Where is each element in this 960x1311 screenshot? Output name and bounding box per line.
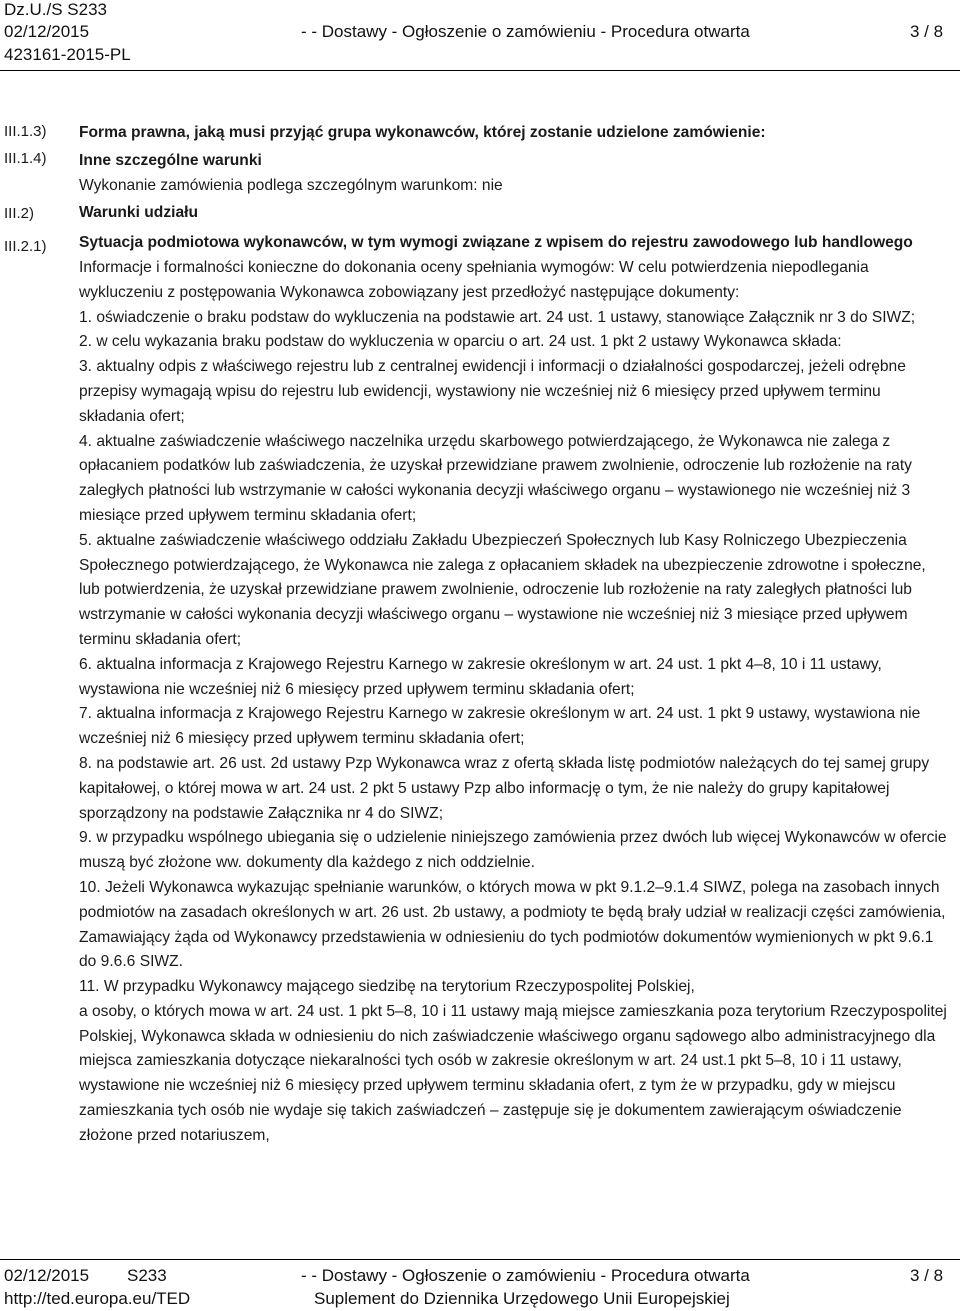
list-item: 2. w celu wykazania braku podstaw do wykluczenia w oparciu o art. 24 ust. 1 pkt 2 ustawy Wykonawca składa: xyxy=(79,333,842,351)
footer-divider xyxy=(0,1259,960,1260)
page-footer xyxy=(0,1262,960,1311)
list-item: 6. aktualna informacja z Krajowego Rejestru Karnego w zakresie określonym w art. 24 ust. 1 pkt 4–8, 10 i 11 ustawy, wystawiona nie wcześniej niż 6 miesięcy przed upływem terminu składania ofert; xyxy=(79,655,882,698)
section-number: III.1.3) xyxy=(4,123,47,140)
header-divider xyxy=(0,70,960,71)
section-heading: Inne szczególne warunki xyxy=(79,151,262,169)
notice-body xyxy=(79,121,949,1149)
ted-link[interactable]: http://ted.europa.eu/TED xyxy=(4,1289,191,1308)
section-number: III.2) xyxy=(4,205,35,222)
footer-supplement: Suplement do Dziennika Urzędowego Unii Europejskiej xyxy=(314,1289,730,1308)
list-item: a osoby, o których mowa w art. 24 ust. 1 pkt 5–8, 10 i 11 ustawy mają miejsce zamieszkania poza terytorium Rzeczypospolitej Polskiej, Wykonawca składa w odniesieniu do nich zaświadczenie właściwego organu sądowego albo administracyjnego dla miejsca zamieszkania dotyczące niekaralności tych osób w zakresie określonym w art. 24 ust.1 pkt 5–8, 10 i 11 ustawy, wystawione nie wcześniej niż 6 miesięcy przed upływem terminu składania ofert, z tym że w przypadku, gdy w miejscu zamieszkania tych osób nie wydaje się takich zaświadczeń – zastępuje się je dokumentem zawierającym oświadczenie złożone przed notariuszem, xyxy=(79,1002,947,1144)
notice-number: 423161-2015-PL xyxy=(4,45,131,64)
section-number: III.2.1) xyxy=(4,238,47,255)
section-number-column xyxy=(4,121,70,1231)
list-item: 8. na podstawie art. 26 ust. 2d ustawy Pzp Wykonawca wraz z ofertą składa listę podmiotów należących do tej samej grupy kapitałowej, o której mowa w art. 24 ust. 2 pkt 5 ustawy Pzp albo informację o tym, że nie należy do grupy kapitałowej sporządzony na podstawie Załącznika nr 4 do SIWZ; xyxy=(79,754,930,822)
journal-ref: Dz.U./S S233 xyxy=(4,0,107,19)
footer-date: 02/12/2015 xyxy=(4,1266,90,1285)
footer-page-number: 3 / 8 xyxy=(910,1266,944,1285)
header-date: 02/12/2015 xyxy=(4,22,90,41)
header-page-number: 3 / 8 xyxy=(910,22,944,41)
section-heading: Sytuacja podmiotowa wykonawców, w tym wymogi związane z wpisem do rejestru zawodowego lub handlowego xyxy=(79,234,913,252)
footer-issue: S233 xyxy=(127,1266,167,1285)
list-item: 3. aktualny odpis z właściwego rejestru lub z centralnej ewidencji i informacji o działalności gospodarczej, jeżeli odrębne przepisy wymagają wpisu do rejestru lub ewidencji, wystawiony nie wcześniej niż 6 miesięcy przed upływem terminu składania ofert; xyxy=(79,358,906,425)
requirements-intro: Informacje i formalności konieczne do dokonania oceny spełniania wymogów: W celu potwierdzenia niepodlegania wykluczeniu z postępowania Wykonawca zobowiązany jest przedłożyć następujące dokumenty: xyxy=(79,258,869,301)
page-header xyxy=(0,0,960,70)
list-item: 9. w przypadku wspólnego ubiegania się o udzielenie niniejszego zamówienia przez dwóch lub więcej Wykonawców w ofercie muszą być złożone ww. dokumenty dla każdego z nich oddzielnie. xyxy=(79,829,947,872)
header-title: - - Dostawy - Ogłoszenie o zamówieniu - Procedura otwarta xyxy=(301,22,750,41)
section-heading: Forma prawna, jaką musi przyjąć grupa wykonawców, której zostanie udzielone zamówienie: xyxy=(79,124,766,141)
section-number: III.1.4) xyxy=(4,150,47,167)
section-heading: Warunki udziału xyxy=(79,204,198,222)
list-item: 4. aktualne zaświadczenie właściwego naczelnika urzędu skarbowego potwierdzającego, że Wykonawca nie zalega z opłacaniem podatków lub zaświadczenia, że uzyskał przewidziane prawem zwolnienie, odroczenie lub rozłożenie na raty zaległych płatności lub wstrzymanie w całości wykonania decyzji właściwego organu – wystawionego nie wcześniej niż 3 miesiące przed upływem terminu składania ofert; xyxy=(79,432,912,524)
list-item: 11. W przypadku Wykonawcy mającego siedzibę na terytorium Rzeczypospolitej Polskiej, xyxy=(79,978,695,996)
list-item: 1. oświadczenie o braku podstaw do wykluczenia na podstawie art. 24 ust. 1 ustawy, stanowiące Załącznik nr 3 do SIWZ; xyxy=(79,308,916,326)
list-item: 5. aktualne zaświadczenie właściwego oddziału Zakładu Ubezpieczeń Społecznych lub Kasy Rolniczego Ubezpieczenia Społecznego potwierdzającego, że Wykonawca nie zalega z opłacaniem składek na ubezpieczenie zdrowotne i społeczne, lub potwierdzenia, że uzyskał przewidziane prawem zwolnienie, odroczenie lub rozłożenie na raty zaległych płatności lub wstrzymanie w całości wykonania decyzji właściwego organu – wystawione nie wcześniej niż 3 miesiące przed upływem terminu składania ofert; xyxy=(79,531,926,648)
list-item: 10. Jeżeli Wykonawca wykazując spełnianie warunków, o których mowa w pkt 9.1.2–9.1.4 SIWZ, polega na zasobach innych podmiotów na zasadach określonych w art. 26 ust. 2b ustawy, a podmioty te będą brały udział w realizacji części zamówienia, Zamawiający żąda od Wykonawcy przedstawienia w odniesieniu do tych podmiotów dokumentów wymienionych w pkt 9.6.1 do 9.6.6 SIWZ. xyxy=(79,878,946,971)
footer-title: - - Dostawy - Ogłoszenie o zamówieniu - Procedura otwarta xyxy=(301,1266,750,1285)
special-conditions-text: Wykonanie zamówienia podlega szczególnym warunkom: nie xyxy=(79,176,503,194)
list-item: 7. aktualna informacja z Krajowego Rejestru Karnego w zakresie określonym w art. 24 ust. 1 pkt 9 ustawy, wystawiona nie wcześniej niż 6 miesięcy przed upływem terminu składania ofert; xyxy=(79,705,921,748)
